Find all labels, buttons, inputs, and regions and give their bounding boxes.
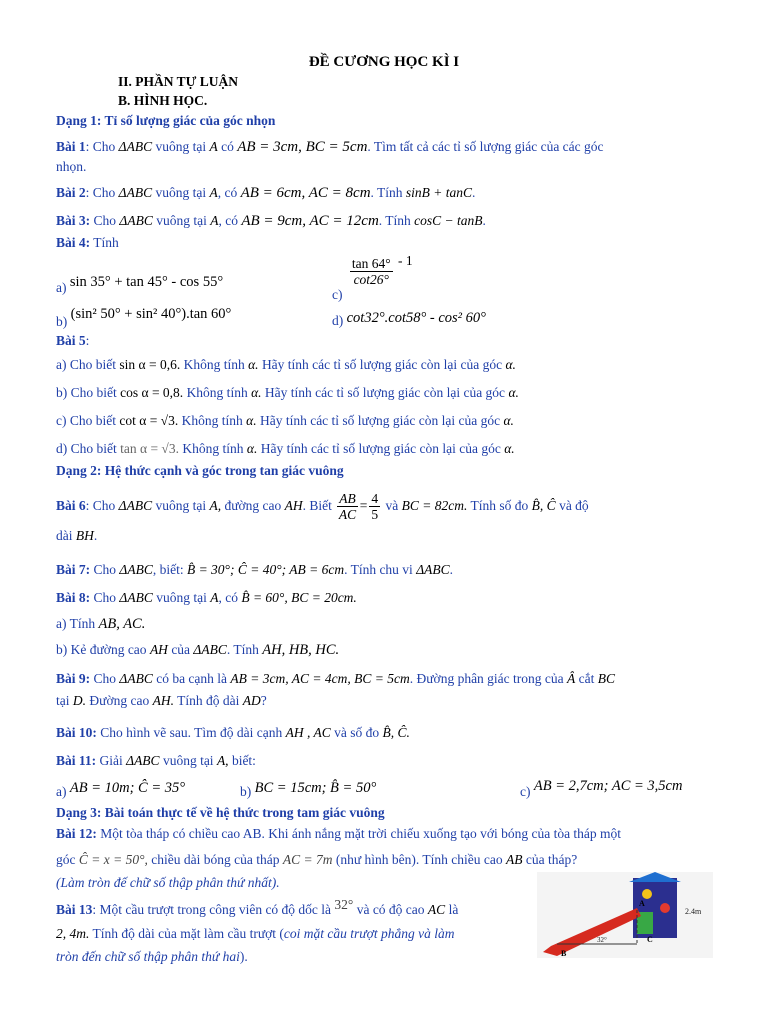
text: Không tính bbox=[183, 357, 245, 372]
bai4b bbox=[56, 306, 232, 329]
text: Tính số đo bbox=[470, 498, 529, 513]
math: α. bbox=[246, 441, 258, 456]
math: AH, HB, HC. bbox=[262, 642, 340, 658]
text: Cho bbox=[93, 562, 117, 577]
bai3-label: Bài 3: bbox=[56, 213, 91, 228]
text: Cho bbox=[93, 213, 117, 228]
bai2-label: Bài 2 bbox=[56, 185, 86, 200]
text: Giải bbox=[99, 753, 123, 768]
math: AH. bbox=[152, 693, 174, 708]
math: AB = 3cm, AC = 4cm, BC = 5cm bbox=[230, 671, 410, 686]
bai7-label: Bài 7: bbox=[56, 562, 91, 577]
math: BH bbox=[75, 528, 94, 543]
math: A bbox=[209, 185, 218, 200]
math: 2, 4m. bbox=[56, 926, 90, 941]
math: ΔABC bbox=[126, 753, 160, 768]
text: cắt bbox=[578, 671, 595, 686]
playhouse-dot bbox=[642, 889, 652, 899]
text: Không tính bbox=[186, 385, 248, 400]
angle-label: 32° bbox=[597, 936, 607, 944]
section-heading: II. PHẦN TỰ LUẬN bbox=[118, 74, 239, 89]
item-label: b) Cho biết bbox=[56, 385, 117, 400]
item-label: b) bbox=[240, 784, 252, 799]
math: B̂ = 60°, BC = 20cm. bbox=[241, 590, 357, 605]
text: góc bbox=[56, 852, 76, 867]
math: ΔABC bbox=[118, 498, 153, 513]
text: ). bbox=[239, 949, 248, 964]
text: tại bbox=[56, 693, 70, 708]
item-label: c) bbox=[332, 286, 343, 302]
bai4d bbox=[332, 310, 486, 327]
bai13-line2 bbox=[56, 925, 526, 943]
bai11-label: Bài 11: bbox=[56, 753, 97, 768]
bai11-line bbox=[56, 752, 714, 770]
bai3-line bbox=[56, 212, 714, 230]
bai12-label: Bài 12: bbox=[56, 826, 97, 841]
bai4-line bbox=[56, 234, 714, 252]
bai11b bbox=[240, 780, 376, 797]
math: α. bbox=[503, 413, 514, 428]
math: AB = 9cm, AC = 12cm bbox=[241, 213, 379, 229]
dang3-heading: Dạng 3: Bài toán thực tế về hệ thức trong tam giác vuông bbox=[56, 805, 385, 820]
math: ΔABC bbox=[119, 671, 153, 686]
bai13-line1 bbox=[56, 897, 526, 919]
bai2-line bbox=[56, 184, 714, 202]
bai13-label: Bài 13 bbox=[56, 902, 93, 917]
math: AC bbox=[427, 902, 446, 917]
bai12-line3: (Làm tròn đế chữ số thập phân thứ nhất). bbox=[56, 875, 280, 890]
item-label: a) Tính bbox=[56, 616, 96, 631]
math: AH , AC bbox=[285, 725, 331, 740]
math: cos α = 0,8. bbox=[120, 385, 184, 400]
denominator: 5 bbox=[371, 507, 379, 523]
math: BC = 15cm; B̂ = 50° bbox=[254, 780, 377, 796]
text: ? bbox=[260, 693, 267, 708]
math: 32° bbox=[334, 897, 354, 912]
text: của tháp? bbox=[525, 852, 578, 867]
point-b-label: B bbox=[561, 949, 567, 958]
page-title: ĐỀ CƯƠNG HỌC KÌ I bbox=[308, 54, 460, 70]
math: AB, AC. bbox=[98, 616, 146, 632]
math: A bbox=[210, 590, 219, 605]
math: Ĉ = x = 50°, bbox=[78, 852, 148, 867]
math: AB = 6cm, AC = 8cm bbox=[240, 185, 371, 201]
bai1-line2: nhọn. bbox=[56, 159, 87, 174]
dang1-heading: Dạng 1: Tỉ số lượng giác của góc nhọn bbox=[56, 113, 276, 128]
math: α. bbox=[504, 441, 515, 456]
bai4c bbox=[332, 252, 413, 302]
math: ΔABC bbox=[118, 139, 153, 154]
bai1-line1 bbox=[56, 138, 714, 156]
text: Hãy tính các tỉ số lượng giác còn lại của góc bbox=[259, 413, 501, 428]
text: . Biết bbox=[302, 498, 332, 513]
item-label: c) bbox=[520, 784, 531, 799]
bai5-label: Bài 5 bbox=[56, 333, 86, 348]
bai10-line bbox=[56, 724, 714, 742]
bai4-label: Bài 4: bbox=[56, 235, 91, 250]
math: sin 35° + tan 45° - cos 55° bbox=[69, 274, 224, 290]
bai8b bbox=[56, 641, 714, 659]
math: AB = 3cm, BC = 5cm bbox=[237, 139, 368, 155]
math: A, bbox=[209, 498, 222, 513]
fraction bbox=[350, 256, 393, 287]
text: , có bbox=[218, 213, 238, 228]
text: . bbox=[482, 213, 486, 228]
playhouse-dot bbox=[660, 903, 670, 913]
text: , có bbox=[218, 590, 238, 605]
text: . bbox=[472, 185, 476, 200]
text: của bbox=[171, 642, 191, 657]
text: , biết: bbox=[152, 562, 184, 577]
math: - 1 bbox=[398, 252, 413, 268]
text: có ba cạnh là bbox=[156, 671, 228, 686]
point-c-label: C bbox=[647, 935, 653, 944]
bai9-line1 bbox=[56, 670, 714, 688]
math: AD bbox=[242, 693, 261, 708]
math: cot32°.cot58° - cos² 60° bbox=[346, 310, 486, 326]
text: : Cho bbox=[85, 139, 116, 154]
text: . Tính bbox=[370, 185, 403, 200]
text: (như hình bên). Tính chiều cao bbox=[335, 852, 503, 867]
text: biết: bbox=[231, 753, 256, 768]
bai5c bbox=[56, 412, 714, 430]
text: . Tính bbox=[226, 642, 259, 657]
bai12-line1 bbox=[56, 825, 714, 843]
bai5-line bbox=[56, 332, 714, 350]
point-a-label: A bbox=[639, 899, 645, 908]
bai1-label: Bài 1 bbox=[56, 139, 86, 154]
bai5a bbox=[56, 356, 714, 374]
numerator: AB bbox=[339, 491, 356, 507]
math: ΔABC bbox=[119, 590, 153, 605]
math: AB = 10m; Ĉ = 35° bbox=[69, 780, 186, 796]
text: : Cho bbox=[85, 185, 116, 200]
text: chiều dài bóng của tháp bbox=[151, 852, 280, 867]
bai11a bbox=[56, 780, 185, 797]
math: ΔABC bbox=[119, 213, 153, 228]
math: tan α = √3. bbox=[120, 441, 179, 456]
math: = bbox=[359, 498, 368, 513]
text: coi mặt cầu trượt phẳng và làm bbox=[283, 926, 455, 941]
math: AC = 7m bbox=[282, 852, 333, 867]
text: vuông tại bbox=[156, 590, 207, 605]
text: có bbox=[221, 139, 234, 154]
text: Hãy tính các tỉ số lượng giác còn lại của góc bbox=[264, 385, 506, 400]
text: Không tính bbox=[181, 413, 243, 428]
math: sinB + tanC bbox=[405, 185, 473, 200]
bai5b bbox=[56, 384, 714, 402]
math: α. bbox=[505, 357, 516, 372]
text: . Tính bbox=[378, 213, 411, 228]
numerator: tan 64° bbox=[351, 256, 391, 271]
math: α. bbox=[251, 385, 262, 400]
text: Đường cao bbox=[89, 693, 150, 708]
text: và số đo bbox=[334, 725, 380, 740]
text: dài bbox=[56, 528, 73, 543]
item-label: a) bbox=[56, 280, 67, 295]
bai9-line2 bbox=[56, 692, 714, 710]
bai9-label: Bài 9: bbox=[56, 671, 91, 686]
dang2-heading: Dạng 2: Hệ thức cạnh và góc trong tan giác vuông bbox=[56, 463, 344, 478]
bai12-line2 bbox=[56, 851, 714, 869]
math: sin α = 0,6. bbox=[119, 357, 181, 372]
bai10-label: Bài 10: bbox=[56, 725, 97, 740]
item-label: d) Cho biết bbox=[56, 441, 117, 456]
bai5d bbox=[56, 440, 714, 458]
bai8-label: Bài 8: bbox=[56, 590, 91, 605]
text: vuông tại bbox=[155, 139, 207, 154]
denominator: cot26° bbox=[353, 272, 389, 287]
math: α. bbox=[246, 413, 257, 428]
bai6-label: Bài 6 bbox=[56, 498, 86, 513]
height-label: 2.4m bbox=[685, 907, 702, 916]
bai8a bbox=[56, 615, 714, 633]
text: Hãy tính các tỉ số lượng giác còn lại của góc bbox=[261, 357, 503, 372]
item-label: a) bbox=[56, 784, 67, 799]
text: vuông tại bbox=[156, 213, 207, 228]
math: ΔABC bbox=[416, 562, 450, 577]
item-label: b) Kẻ đường cao bbox=[56, 642, 147, 657]
text: Cho bbox=[93, 590, 117, 605]
math: B̂, Ĉ bbox=[531, 498, 556, 513]
bai13-line3 bbox=[56, 948, 526, 966]
text: và độ bbox=[559, 498, 589, 513]
item-label: b) bbox=[56, 314, 68, 329]
math: A bbox=[210, 213, 219, 228]
math: AH bbox=[284, 498, 303, 513]
text: . Tìm tất cả các tỉ số lượng giác của các góc bbox=[367, 139, 604, 154]
math: α. bbox=[508, 385, 519, 400]
bai8-line bbox=[56, 589, 714, 607]
math: A, bbox=[216, 753, 229, 768]
text: và bbox=[385, 498, 399, 513]
text: Tính bbox=[93, 235, 119, 250]
item-label: d) bbox=[332, 313, 344, 328]
denominator: AC bbox=[338, 507, 357, 523]
math: AB = 2,7cm; AC = 3,5cm bbox=[533, 778, 683, 794]
bai4a bbox=[56, 274, 224, 297]
fraction bbox=[369, 491, 380, 522]
math: ΔABC bbox=[193, 642, 227, 657]
math: Â bbox=[567, 671, 576, 686]
bai7-line bbox=[56, 561, 714, 579]
text: vuông tại bbox=[162, 753, 214, 768]
item-label: c) Cho biết bbox=[56, 413, 116, 428]
text: và có độ cao bbox=[356, 902, 425, 917]
text: , có bbox=[217, 185, 238, 200]
text: Một tòa tháp có chiều cao AB. Khi ánh nắng mặt trời chiếu xuống tạo với bóng của tòa tháp một bbox=[100, 826, 622, 841]
text: là bbox=[448, 902, 459, 917]
text: vuông tại bbox=[155, 498, 207, 513]
item-label: a) Cho biết bbox=[56, 357, 116, 372]
text: đường cao bbox=[224, 498, 282, 513]
bai11c bbox=[520, 778, 683, 799]
math: B̂ = 30°; Ĉ = 40°; AB = 6cm bbox=[186, 562, 345, 577]
math: A bbox=[209, 139, 218, 154]
math: α. bbox=[248, 357, 259, 372]
bai6-line2 bbox=[56, 527, 714, 545]
text: . bbox=[449, 562, 453, 577]
text: . Tính chu vi bbox=[344, 562, 413, 577]
bai6-line1 bbox=[56, 487, 714, 525]
math: AB bbox=[506, 852, 523, 867]
numerator: 4 bbox=[371, 491, 379, 507]
math: cot α = √3. bbox=[119, 413, 179, 428]
text: Cho bbox=[93, 671, 117, 686]
math: BC bbox=[597, 671, 616, 686]
math: B̂, Ĉ. bbox=[382, 725, 410, 740]
text: : Một cầu trượt trong công viên có độ dốc là bbox=[92, 902, 332, 917]
math: (sin² 50° + sin² 40°).tan 60° bbox=[70, 306, 232, 322]
text: . bbox=[93, 528, 98, 543]
text: Tính độ dài bbox=[177, 693, 240, 708]
text: vuông tại bbox=[155, 185, 207, 200]
text: Tính độ dài của mặt làm cầu trượt ( bbox=[92, 926, 284, 941]
math: BC = 82cm. bbox=[401, 498, 468, 513]
math: ΔABC bbox=[118, 185, 153, 200]
math: cosC − tanB bbox=[414, 213, 483, 228]
subsection-heading: B. HÌNH HỌC. bbox=[118, 93, 208, 108]
math: D. bbox=[72, 693, 86, 708]
text: : Cho bbox=[85, 498, 116, 513]
math: AH bbox=[149, 642, 168, 657]
math: ΔABC bbox=[119, 562, 153, 577]
text: : bbox=[85, 333, 90, 348]
text: tròn đến chữ số thập phân thứ hai bbox=[56, 949, 240, 964]
text: Cho hình vẽ sau. Tìm độ dài cạnh bbox=[100, 725, 283, 740]
text: Không tính bbox=[182, 441, 244, 456]
text: . Đường phân giác trong của bbox=[409, 671, 564, 686]
fraction bbox=[337, 491, 358, 522]
text: Hãy tính các tỉ số lượng giác còn lại của góc bbox=[260, 441, 501, 456]
slide-figure bbox=[537, 872, 713, 958]
